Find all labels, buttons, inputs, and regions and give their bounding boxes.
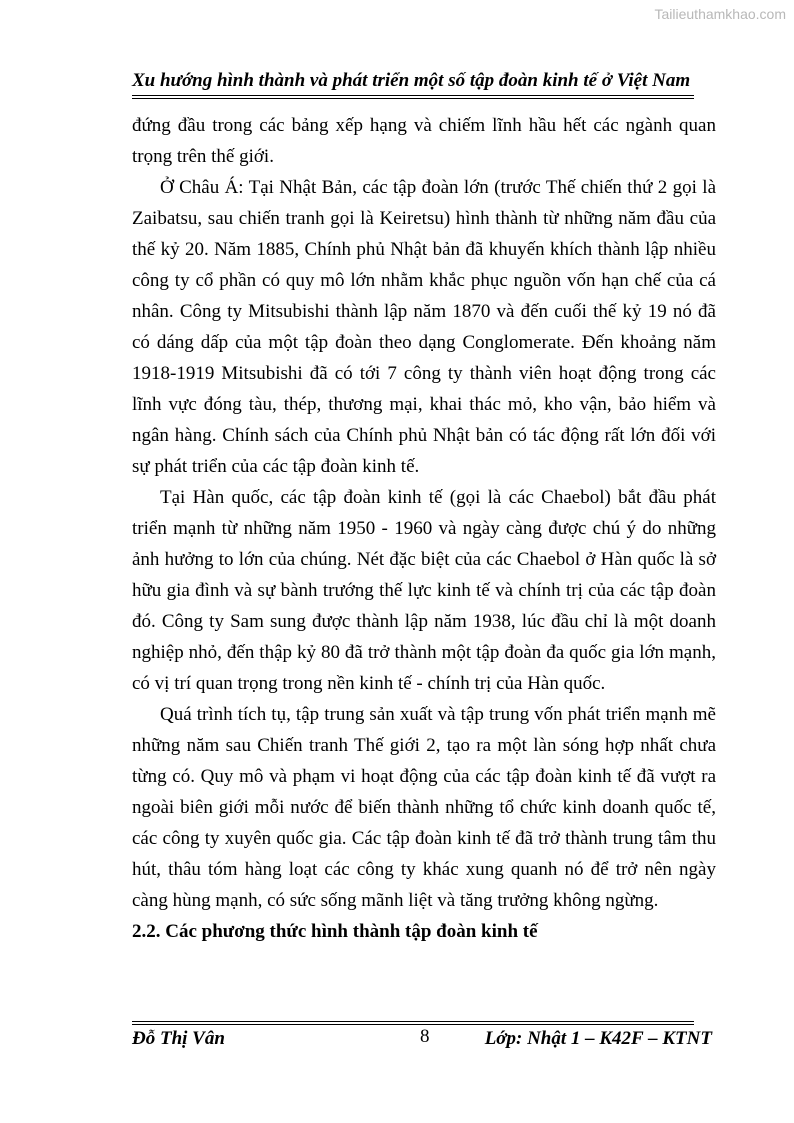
body-paragraph: Tại Hàn quốc, các tập đoàn kinh tế (gọi là các Chaebol) bắt đầu phát triển mạnh từ những năm 1950 - 1960 và ngày càng được chú ý do những ảnh hưởng to lớn của chúng. Nét đặc biệt của các Chaebol ở Hàn quốc là sở hữu gia đình và sự bành trướng thế lực kinh tế và chính trị của các tập đoàn đó. Công ty Sam sung được thành lập năm 1938, lúc đầu chỉ là một doanh nghiệp nhỏ, đến thập kỷ 80 đã trở thành một tập đoàn đa quốc gia lớn mạnh, có vị trí quan trọng trong nền kinh tế - chính trị của Hàn quốc.	[132, 487, 716, 694]
section-heading: 2.2. Các phương thức hình thành tập đoàn kinh tế	[132, 921, 538, 942]
page-number: 8	[420, 1026, 430, 1047]
body-paragraph: Quá trình tích tụ, tập trung sản xuất và tập trung vốn phát triển mạnh mẽ những năm sau Chiến tranh Thế giới 2, tạo ra một làn sóng hợp nhất chưa từng có. Quy mô và phạm vi hoạt động của các tập đoàn kinh tế đã vượt ra ngoài biên giới mỗi nước để biến thành những tổ chức kinh doanh quốc tế, các công ty xuyên quốc gia. Các tập đoàn kinh tế đã trở thành trung tâm thu hút, thâu tóm hàng loạt các công ty khác xung quanh nó để trở nên ngày càng hùng mạnh, có sức sống mãnh liệt và tăng trưởng không ngừng.	[132, 704, 716, 911]
document-body	[132, 110, 716, 947]
footer-divider	[132, 1021, 694, 1025]
footer-class-info: Lớp: Nhật 1 – K42F – KTNT	[484, 1028, 712, 1049]
body-paragraph: Ở Châu Á: Tại Nhật Bản, các tập đoàn lớn (trước Thế chiến thứ 2 gọi là Zaibatsu, sau chiến tranh gọi là Keiretsu) hình thành từ những năm đầu của thế kỷ 20. Năm 1885, Chính phủ Nhật bản đã khuyến khích thành lập nhiều công ty cổ phần có quy mô lớn nhằm khắc phục nguồn vốn hạn chế của cá nhân. Công ty Mitsubishi thành lập năm 1870 và đến cuối thế kỷ 19 nó đã có dáng dấp của một tập đoàn theo dạng Conglomerate. Đến khoảng năm 1918-1919 Mitsubishi đã có tới 7 công ty thành viên hoạt động trong các lĩnh vực đóng tàu, thép, thương mại, khai thác mỏ, kho vận, bảo hiểm và ngân hàng. Chính sách của Chính phủ Nhật bản có tác động rất lớn đối với sự phát triển của các tập đoàn kinh tế.	[132, 177, 716, 477]
body-paragraph: đứng đầu trong các bảng xếp hạng và chiếm lĩnh hầu hết các ngành quan trọng trên thế giới.	[132, 115, 716, 167]
running-header-title: Xu hướng hình thành và phát triển một số tập đoàn kinh tế ở Việt Nam	[132, 70, 691, 91]
page-footer	[132, 1028, 712, 1058]
watermark-text: Tailieuthamkhao.com	[654, 6, 786, 22]
header-divider	[132, 95, 694, 99]
footer-author: Đỗ Thị Vân	[132, 1028, 225, 1049]
